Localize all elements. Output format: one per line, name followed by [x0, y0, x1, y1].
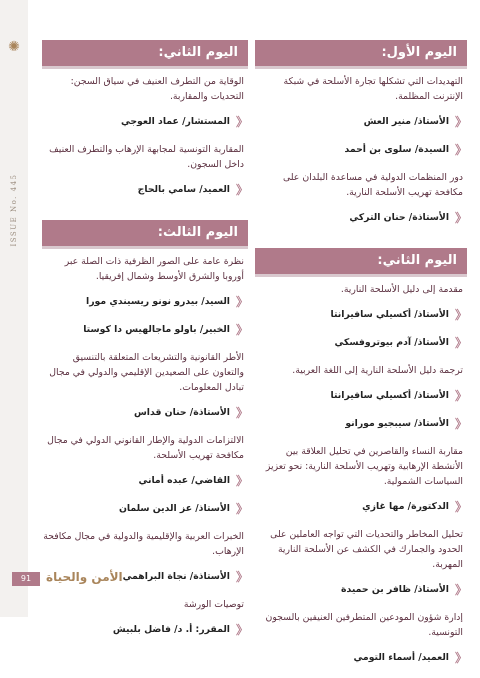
speaker-row: [42, 501, 248, 515]
page-number: 91: [12, 572, 40, 586]
speaker-name: الأستاذ/ أكسيلي سافيرانتا: [330, 308, 449, 320]
chevron-icon: 《: [235, 622, 248, 637]
side-tab: [0, 0, 28, 617]
left-column: [42, 40, 248, 650]
topic-text: توصيات الورشة: [183, 599, 244, 610]
speaker-row: [255, 388, 467, 402]
speaker-row: [255, 114, 467, 128]
speaker-name: المقرر: أ. د/ فاضل بلبيش: [112, 623, 230, 635]
topic-text: الالتزامات الدولية والإطار القانوني الدولي في مجال مكافحة تهريب الأسلحة.: [47, 435, 244, 461]
topic-text: نظرة عامة على الصور الظرفية ذات الصلة عبر أوروبا والشرق الأوسط وشمال إفريقيا.: [64, 256, 244, 282]
chevron-icon: 《: [235, 501, 248, 516]
speaker-row: [255, 499, 467, 513]
chevron-icon: 《: [454, 307, 467, 322]
speaker-name: الأستاذ/ ظافر بن حميدة: [341, 583, 449, 595]
chevron-icon: 《: [454, 388, 467, 403]
speaker-row: [42, 622, 248, 636]
speaker-name: السيد/ بيدرو نونو ريسيندي مورا: [86, 295, 230, 307]
topic-text: مقاربة النساء والقاصرين في تحليل العلاقة بين الأنشطة الإرهابية وتهريب الأسلحة النارية: نحو تعزيز السياسات الشمولية.: [265, 446, 463, 487]
topic-text: الأطر القانونية والتشريعات المتعلقة بالتنسيق والتعاون على الصعيدين الإقليمي والدولي في مجال تبادل المعلومات.: [49, 352, 244, 393]
speaker-row: [42, 405, 248, 419]
chevron-icon: 《: [235, 114, 248, 129]
speaker-row: [255, 307, 467, 321]
topic-text: ترجمة دليل الأسلحة النارية إلى اللغة العربية.: [292, 365, 463, 376]
speaker-row: [255, 335, 467, 349]
speaker-name: العميد/ سامي بالحاج: [137, 183, 230, 195]
chevron-icon: 《: [454, 335, 467, 350]
topic-text: المقاربة التونسية لمجابهة الإرهاب والتطرف العنيف داخل السجون.: [49, 144, 244, 170]
chevron-icon: 《: [235, 473, 248, 488]
speaker-row: [255, 582, 467, 596]
chevron-icon: 《: [235, 294, 248, 309]
speaker-name: الدكتورة/ مها غازي: [362, 500, 449, 512]
speaker-row: [42, 322, 248, 336]
day2-left-list: [42, 74, 248, 196]
footer-logo: الأمن والحياة: [46, 570, 123, 584]
chevron-icon: 《: [235, 569, 248, 584]
speaker-name: الأستاذة/ نجاة البراهمي: [122, 570, 230, 582]
speaker-row: [42, 294, 248, 308]
speaker-name: الأستاذة/ حنان قداس: [133, 406, 230, 418]
topic-text: مقدمة إلى دليل الأسلحة النارية.: [340, 284, 463, 295]
speaker-name: الأستاذ/ منير العش: [363, 115, 449, 127]
topic-text: دور المنظمات الدولية في مساعدة البلدان على مكافحة تهريب الأسلحة النارية.: [282, 172, 463, 198]
day2-right-list: [255, 282, 467, 664]
speaker-row: [42, 182, 248, 196]
speaker-name: الأستاذة/ حنان التركي: [349, 211, 449, 223]
issue-label: ISSUE No. 445: [10, 173, 18, 247]
speaker-name: العميد/ أسماء التومي: [353, 651, 449, 663]
chevron-icon: 《: [454, 416, 467, 431]
speaker-name: الأستاذ/ أكسيلي سافيرانتا: [330, 389, 449, 401]
speaker-name: الأستاذ/ آدم بيوتروفسكي: [334, 336, 449, 348]
day1-header: اليوم الأول:: [255, 40, 467, 66]
speaker-name: المستشار/ عماد العوجي: [120, 115, 230, 127]
topic-text: الخبرات العربية والإقليمية والدولية في مجال مكافحة الإرهاب.: [43, 531, 244, 557]
chevron-icon: 《: [235, 405, 248, 420]
speaker-name: القاضي/ عبده أماني: [138, 474, 230, 486]
speaker-name: الخبير/ باولو ماجالهيس دا كوستا: [83, 323, 230, 335]
speaker-name: السيدة/ سلوى بن أحمد: [344, 143, 449, 155]
speaker-row: [42, 473, 248, 487]
topic-text: تحليل المخاطر والتحديات التي تواجه العاملين على الحدود والجمارك في الكشف عن الأسلحة النارية المهربة.: [270, 529, 463, 570]
chevron-icon: 《: [454, 114, 467, 129]
chevron-icon: 《: [454, 210, 467, 225]
speaker-row: [255, 416, 467, 430]
day1-list: [255, 74, 467, 224]
topic-text: إدارة شؤون المودعين المتطرفين العنيفين بالسجون التونسية.: [265, 612, 463, 638]
chevron-icon: 《: [454, 142, 467, 157]
speaker-row: [255, 210, 467, 224]
speaker-name: الأستاذ/ عز الدين سلمان: [118, 502, 230, 514]
chevron-icon: 《: [454, 499, 467, 514]
topic-text: التهديدات التي تشكلها تجارة الأسلحة في شبكة الإنترنت المظلمة.: [283, 76, 463, 102]
speaker-name: الأستاذ/ سيبجيو مورانو: [345, 417, 449, 429]
day2-left-header: اليوم الثاني:: [42, 40, 248, 66]
chevron-icon: 《: [454, 582, 467, 597]
gear-ornament-icon: ✺: [8, 39, 20, 55]
right-column: [255, 40, 467, 678]
speaker-row: [255, 142, 467, 156]
day3-header: اليوم الثالث:: [42, 220, 248, 246]
topic-text: الوقاية من التطرف العنيف في سياق السجن: التحديات والمقاربة.: [70, 76, 244, 102]
speaker-row: [255, 650, 467, 664]
day2-right-header: اليوم الثاني:: [255, 248, 467, 274]
chevron-icon: 《: [235, 322, 248, 337]
chevron-icon: 《: [454, 650, 467, 665]
speaker-row: [42, 114, 248, 128]
chevron-icon: 《: [235, 182, 248, 197]
